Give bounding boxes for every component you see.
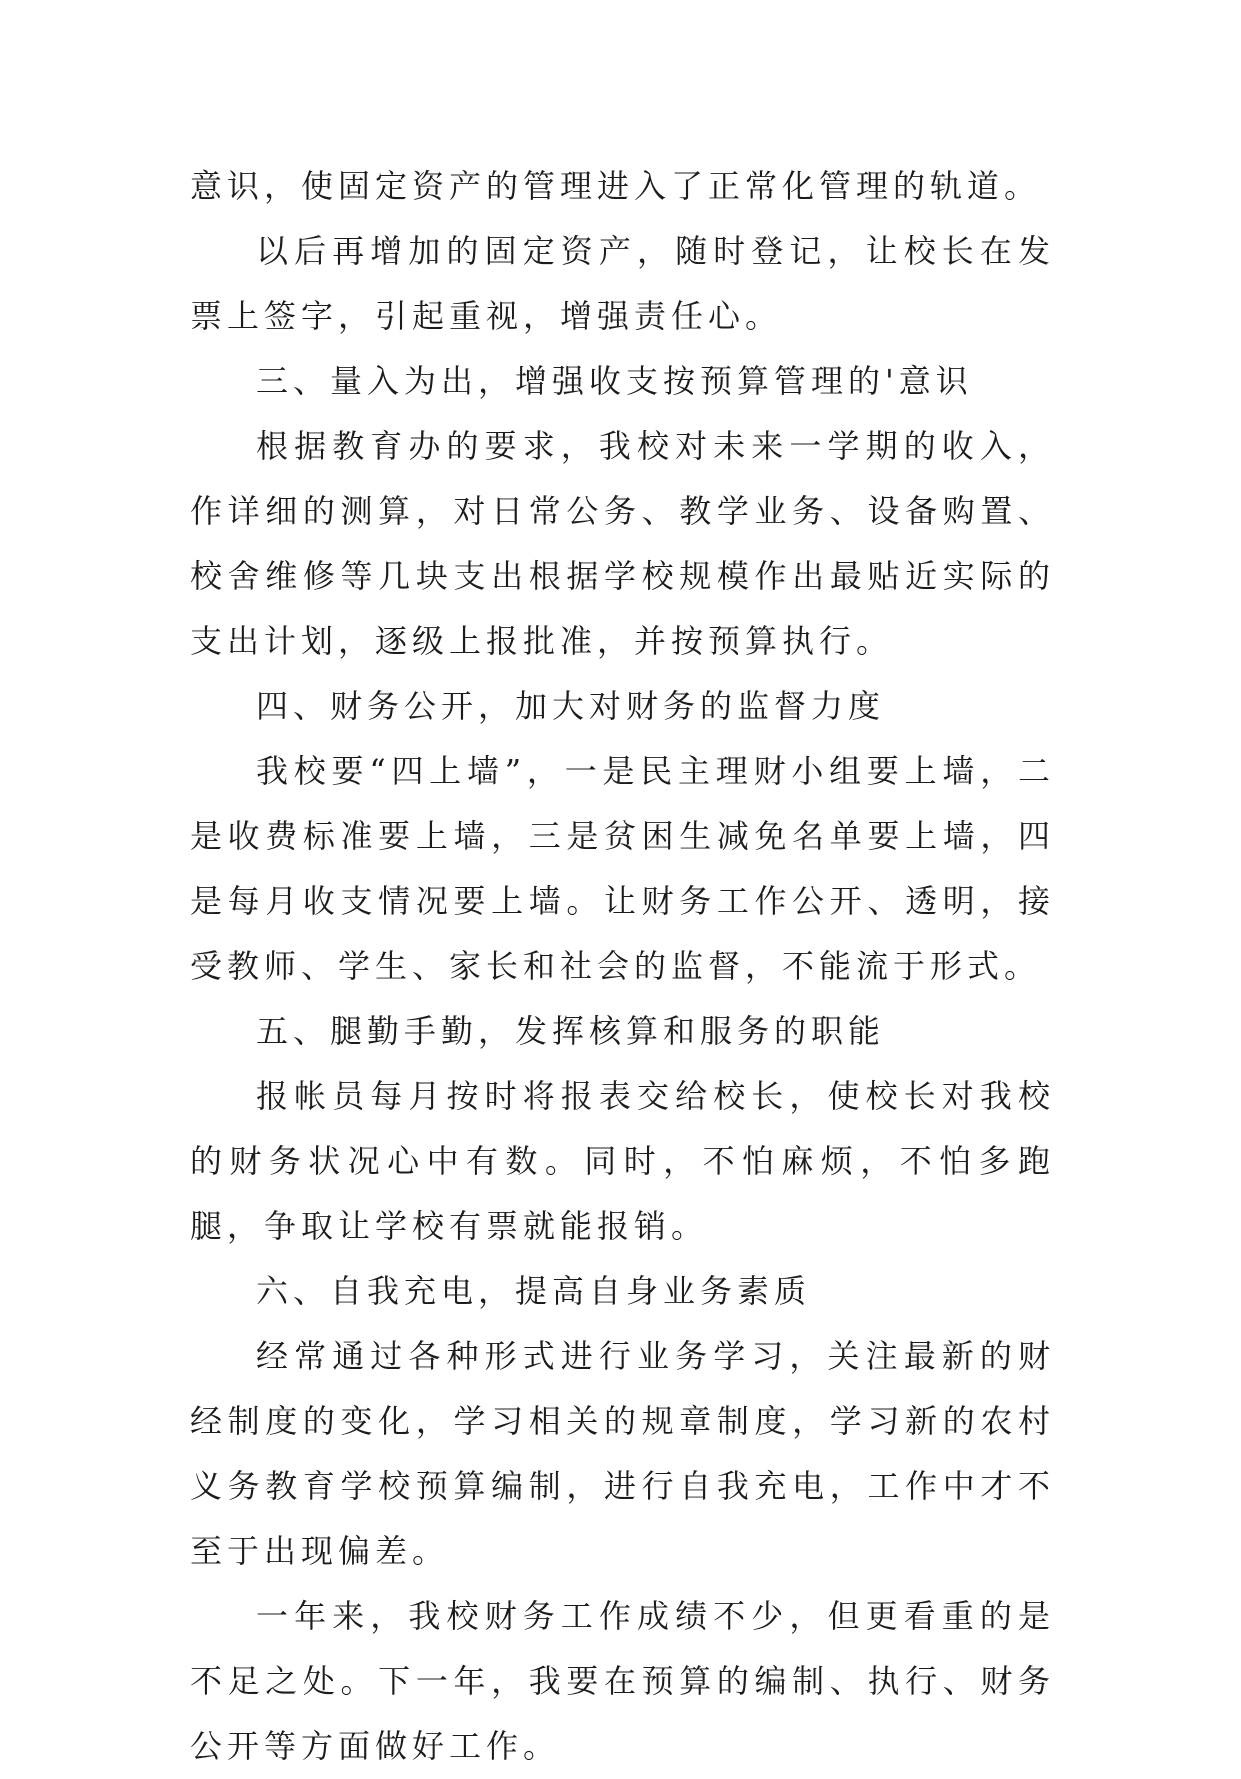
paragraph: 一年来，我校财务工作成绩不少，但更看重的是不足之处。下一年，我要在预算的编制、执行、财务公开等方面做好工作。 [190, 1597, 1055, 1765]
paragraph: 意识，使固定资产的管理进入了正常化管理的轨道。 [190, 167, 1042, 205]
section-heading: 四、财务公开，加大对财务的监督力度 [256, 687, 886, 725]
section-heading: 三、量入为出，增强收支按预算管理的'意识 [256, 362, 973, 400]
paragraph: 以后再增加的固定资产，随时登记，让校长在发票上签字，引起重视，增强责任心。 [190, 232, 1055, 335]
paragraph: 报帐员每月按时将报表交给校长，使校长对我校的财务状况心中有数。同时，不怕麻烦，不怕多跑腿，争取让学校有票就能报销。 [190, 1077, 1055, 1245]
document-body [190, 154, 1055, 1779]
section-heading: 六、自我充电，提高自身业务素质 [256, 1272, 812, 1310]
section-heading: 五、腿勤手勤，发挥核算和服务的职能 [256, 1012, 886, 1050]
paragraph: 我校要“四上墙”，一是民主理财小组要上墙，二是收费标准要上墙，三是贫困生减免名单要上墙，四是每月收支情况要上墙。让财务工作公开、透明，接受教师、学生、家长和社会的监督，不能流于形式。 [190, 752, 1055, 985]
paragraph: 根据教育办的要求，我校对未来一学期的收入，作详细的测算，对日常公务、教学业务、设备购置、校舍维修等几块支出根据学校规模作出最贴近实际的支出计划，逐级上报批准，并按预算执行。 [190, 427, 1055, 660]
paragraph: 经常通过各种形式进行业务学习，关注最新的财经制度的变化，学习相关的规章制度，学习新的农村义务教育学校预算编制，进行自我充电，工作中才不至于出现偏差。 [190, 1337, 1055, 1570]
